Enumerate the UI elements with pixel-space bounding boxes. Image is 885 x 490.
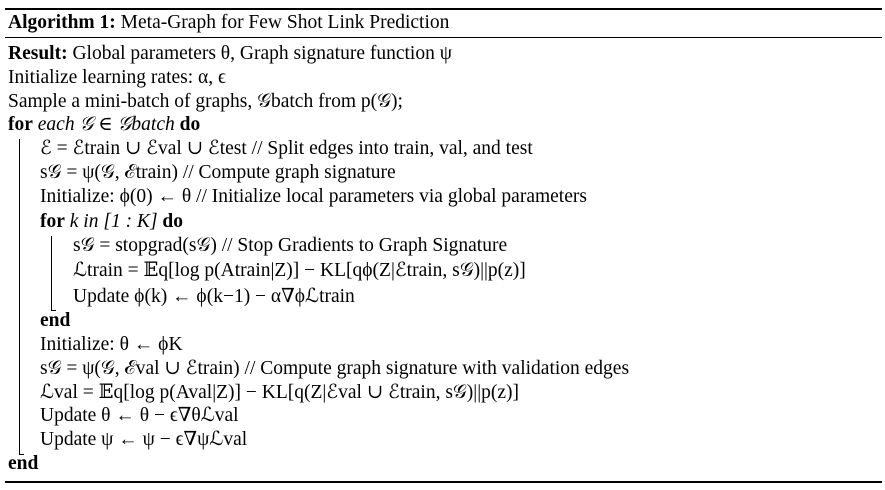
- algorithm-number: Algorithm 1:: [8, 12, 116, 33]
- update-phi-line: Update ϕ(k) ← ϕ(k−1) − α∇ϕℒtrain: [73, 286, 355, 307]
- inner-end-keyword: end: [40, 310, 71, 331]
- outer-loop-condition: each 𝒢 ∈ 𝒢batch: [32, 114, 175, 135]
- for-keyword: for: [40, 211, 65, 232]
- compute-signature-val-line: s𝒢 = ψ(𝒢, ℰval ∪ ℰtrain) // Compute graph signature with validation edges: [40, 358, 630, 379]
- update-theta-line: Update θ ← θ − ϵ∇θℒval: [40, 405, 239, 426]
- sample-minibatch-line: Sample a mini-batch of graphs, 𝒢batch from p(𝒢);: [8, 91, 403, 112]
- val-loss-line: ℒval = 𝔼q[log p(Aval|Z)] − KL[q(Z|ℰval ∪ ℰtrain, s𝒢)||p(z)]: [40, 382, 519, 403]
- inner-loop-condition: k in [1 : K]: [64, 211, 158, 232]
- split-edges-line: ℰ = ℰtrain ∪ ℰval ∪ ℰtest // Split edges into train, val, and test: [40, 138, 533, 159]
- compute-signature-line: s𝒢 = ψ(𝒢, ℰtrain) // Compute graph signature: [40, 162, 396, 183]
- do-keyword: do: [157, 211, 184, 232]
- init-theta-line: Initialize: θ ← ϕK: [40, 334, 183, 355]
- top-rule: [5, 8, 882, 10]
- caption-rule: [5, 37, 882, 38]
- for-keyword: for: [8, 114, 33, 135]
- update-psi-line: Update ψ ← ψ − ϵ∇ψℒval: [40, 429, 248, 450]
- inner-loop-bar: [51, 236, 52, 310]
- outer-loop-bar: [19, 139, 20, 454]
- train-loss-line: ℒtrain = 𝔼q[log p(Atrain|Z)] − KL[qϕ(Z|ℰtrain, s𝒢)||p(z)]: [73, 260, 526, 281]
- algorithm-title: Meta-Graph for Few Shot Link Prediction: [120, 12, 450, 33]
- init-local-params-line: Initialize: ϕ(0) ← θ // Initialize local parameters via global parameters: [40, 186, 587, 207]
- result-keyword: Result:: [8, 43, 68, 64]
- algorithm-caption: [8, 11, 449, 35]
- outer-end-keyword: end: [8, 453, 39, 474]
- outer-for-line: [8, 113, 200, 137]
- bottom-rule: [5, 481, 882, 483]
- stopgrad-line: s𝒢 = stopgrad(s𝒢) // Stop Gradients to Graph Signature: [73, 235, 508, 256]
- inner-for-line: [40, 210, 183, 234]
- result-line: [8, 42, 452, 66]
- do-keyword: do: [174, 114, 201, 135]
- result-text: Global parameters θ, Graph signature function ψ: [67, 43, 452, 64]
- init-learning-rates-line: Initialize learning rates: α, ϵ: [8, 67, 226, 88]
